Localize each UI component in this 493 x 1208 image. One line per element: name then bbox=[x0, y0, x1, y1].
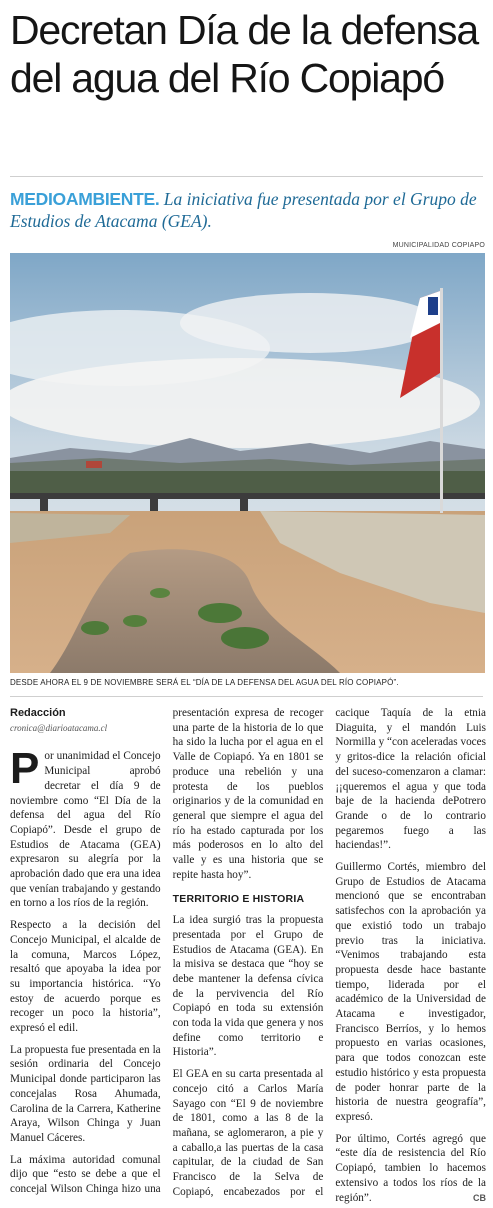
body-text: Por último, Cortés agregó que “este día de resistencia del Río Copiapó, tambien lo hacemos extensivo a todos los ríos de la región”. bbox=[335, 1132, 486, 1204]
headline: Decretan Día de la defensa del agua del Río Copiapó bbox=[10, 7, 478, 101]
divider bbox=[10, 176, 483, 177]
photo-credit: MUNICIPALIDAD COPIAPO bbox=[392, 242, 485, 249]
body-paragraph: El GEA en su carta presentada al concejo citó a Carlos María Sayago con “El 9 de noviembre de 1801, como a las 8 de la mañana, se aglomeraron, a pie y a caballo,a las puertas de la casa capitular, de la ciudad de San Francisco de la Selva de Copiapó, encabezados por el cacique Taquía de la etnia Diaguita, y el mandón Luis Normilla y “con aceleradas voces y gritos-dice la relación oficial del suceso-comenzaron a clamar: ¡¡queremos el agua y que toda baje de la hacienda dePotrero Grande o de lo contrario pegaremos fuego a las haciendas!”. bbox=[172, 707, 486, 1198]
section-subhead: TERRITORIO E HISTORIA bbox=[172, 893, 305, 906]
divider bbox=[10, 696, 483, 697]
article-body bbox=[10, 706, 486, 1206]
body-paragraph: La idea surgió tras la propuesta presentada por el Grupo de Estudios de Atacama (GEA). En la misiva se destaca que “hoy se debe mantener la defensa cívica de la pervivencia del Río Copiapó en toda su extensión con toda la vida que genera y nos define como territorio e Historia”. bbox=[172, 914, 324, 1059]
body-paragraph: La propuesta fue presentada en la sesión ordinaria del Concejo Municipal donde participaron las concejalas Rosa Ahumada, Carolina de la Carrera, Katherine Araya, Wilson Chinga y Juan Manuel Cáceres. bbox=[10, 1043, 161, 1144]
lead-paragraph bbox=[10, 188, 486, 232]
body-paragraph: Respecto a la decisión del Concejo Municipal, el alcalde de la comuna, Marcos López, resaltó que apoyaba la idea por su importancia histórica. “Yo estoy de acuerdo porque es recoger un poco la historia”, expresó el edil. bbox=[10, 919, 161, 1035]
author-email: cronica@diarioatacama.cl bbox=[10, 722, 108, 733]
body-paragraph bbox=[335, 1132, 486, 1206]
body-paragraph: Guillermo Cortés, miembro del Grupo de Estudios de Atacama mencionó que se encontraban satisfechos con la aprobación ya que existió todo un trabajo previo tras la iniciativa. “Venimos trabajando esta propuesta desde hace bastante tiempo, liderada por el académico de la Universidad de Atacama e investigador, Francisco Berríos, y lo hemos propuesto en varias ocasiones, para que todos conozcan este estudio histórico y esta propuesta de poder honrar parte de la historia de nuestra geografía”, expresó. bbox=[335, 861, 486, 1123]
lead-text: La iniciativa fue presentada por el Grupo de Estudios de Atacama (GEA). bbox=[10, 189, 477, 231]
section-kicker: MEDIOAMBIENTE. bbox=[10, 189, 160, 209]
body-paragraph: La máxima autoridad comunal dijo que “esto se debe a que el concejal Wilson Chinga hizo una presentación expresa de recoger una parte de la historia de lo que ha sido la lucha por el agua en el Valle de Copiapó. Ya en 1801 se produce una rebelión y una protesta de los pueblos originarios y de la comunidad en general que siempre el agua del río ha estado capturada por los más poderosos en lo alto del valle y es una historia que se repite hasta hoy”. bbox=[10, 707, 324, 1196]
body-paragraph bbox=[10, 744, 161, 911]
byline: Redacción bbox=[10, 707, 66, 719]
body-text: or unanimidad el Concejo Municipal aprobó decretar el día 9 de noviembre como “El Día de la defensa del agua del Río Copiapó”. Desde el grupo de Estudios de Atacama (GEA) expresaron su alegría por la aprobación dado que era una idea que venían trabajando y gestando en torno a los ríos de la región. bbox=[10, 750, 161, 910]
river-photo bbox=[10, 253, 485, 673]
photo-caption: DESDE AHORA EL 9 DE NOVIEMBRE SERÁ EL “DÍA DE LA DEFENSA DEL AGUA DEL RÍO COPIAPÓ”. bbox=[10, 678, 399, 687]
drop-cap: P bbox=[10, 744, 40, 794]
end-mark: CB bbox=[472, 1192, 486, 1203]
